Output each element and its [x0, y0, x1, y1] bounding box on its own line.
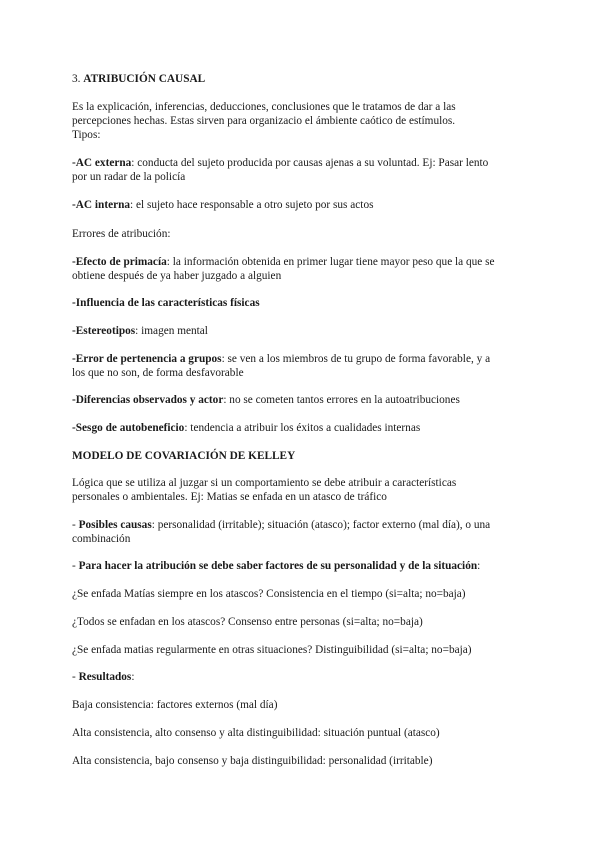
sesgo-text: : tendencia a atribuir los éxitos a cualidades internas	[184, 422, 421, 434]
question-2: ¿Todos se enfadan en los atascos? Consenso entre personas (si=alta; no=baja)	[72, 616, 423, 628]
resultados-suffix: :	[131, 671, 135, 683]
ac-externa-line-1: : conducta del sujeto producida por causas ajenas a su voluntad. Ej: Pasar lento	[131, 157, 489, 169]
posibles-line-1: : personalidad (irritable); situación (atasco); factor externo (mal día), o una	[151, 519, 491, 531]
para-hacer-suffix: :	[477, 560, 481, 572]
ac-interna-label: -AC interna	[72, 199, 131, 211]
ac-externa-paragraph	[72, 156, 534, 184]
estereotipos-text: : imagen mental	[135, 325, 208, 337]
sesgo-paragraph	[72, 421, 534, 435]
influencia-label: -Influencia de las características físicas	[72, 297, 260, 309]
posibles-label: Posibles causas	[78, 519, 152, 531]
logica-line-1: Lógica que se utiliza al juzgar si un comportamiento se debe atribuir a características	[72, 477, 457, 489]
influencia-paragraph	[72, 296, 534, 310]
pertenencia-label: -Error de pertenencia a grupos	[72, 353, 222, 365]
ac-interna-text: : el sujeto hace responsable a otro sujeto por sus actos	[130, 199, 374, 211]
posibles-line-2: combinación	[72, 533, 131, 545]
ac-externa-line-2: por un radar de la policía	[72, 171, 186, 183]
question-1: ¿Se enfada Matías siempre en los atascos? Consistencia en el tiempo (si=alta; no=baja)	[72, 588, 466, 600]
primacia-line-2: obtiene después de ya haber juzgado a alguien	[72, 270, 282, 282]
diferencias-paragraph	[72, 393, 534, 407]
estereotipos-label: -Estereotipos	[72, 325, 136, 337]
pertenencia-line-1: : se ven a los miembros de tu grupo de forma favorable, y a	[221, 353, 491, 365]
result-3: Alta consistencia, bajo consenso y baja distinguibilidad: personalidad (irritable)	[72, 755, 433, 767]
intro-paragraph	[72, 100, 534, 142]
para-hacer-paragraph	[72, 559, 534, 573]
section-number: 3.	[72, 73, 84, 85]
ac-interna-paragraph	[72, 198, 534, 212]
logica-line-2: personales o ambientales. Ej: Matias se enfada en un atasco de tráfico	[72, 491, 387, 503]
question-3: ¿Se enfada matias regularmente en otras situaciones? Distinguibilidad (si=alta; no=baja)	[72, 644, 472, 656]
resultados-label: Resultados	[78, 671, 132, 683]
para-hacer-prefix: -	[72, 560, 79, 572]
para-hacer-label: Para hacer la atribución se debe saber factores de su personalidad y de la situación	[78, 560, 478, 572]
intro-line-2: percepciones hechas. Estas sirven para organizacio el ámbiente caótico de estímulos.	[72, 115, 456, 127]
diferencias-label: -Diferencias observados y actor	[72, 394, 224, 406]
posibles-paragraph	[72, 518, 534, 546]
kelley-heading	[72, 449, 534, 463]
diferencias-text: : no se cometen tantos errores en la autoatribuciones	[223, 394, 460, 406]
kelley-heading-text: MODELO DE COVARIACIÓN DE KELLEY	[72, 450, 296, 462]
sesgo-label: -Sesgo de autobeneficio	[72, 422, 185, 434]
intro-line-1: Es la explicación, inferencias, deducciones, conclusiones que le tratamos de dar a las	[72, 101, 456, 113]
pertenencia-paragraph	[72, 352, 534, 380]
ac-externa-label: -AC externa	[72, 157, 132, 169]
result-2: Alta consistencia, alto consenso y alta distinguibilidad: situación puntual (atasco)	[72, 727, 440, 739]
primacia-paragraph	[72, 255, 534, 283]
primacia-label: -Efecto de primacía	[72, 256, 167, 268]
result-1: Baja consistencia: factores externos (mal día)	[72, 699, 278, 711]
section-title	[72, 72, 534, 86]
resultados-prefix: -	[72, 671, 79, 683]
pertenencia-line-2: los que no son, de forma desfavorable	[72, 367, 244, 379]
errores-heading: Errores de atribución:	[72, 228, 171, 240]
posibles-prefix: -	[72, 519, 79, 531]
section-title-text: ATRIBUCIÓN CAUSAL	[83, 73, 206, 85]
resultados-paragraph	[72, 670, 534, 684]
primacia-line-1: : la información obtenida en primer lugar tiene mayor peso que la que se	[166, 256, 495, 268]
logica-paragraph	[72, 476, 534, 504]
estereotipos-paragraph	[72, 324, 534, 338]
intro-line-3: Tipos:	[72, 129, 101, 141]
